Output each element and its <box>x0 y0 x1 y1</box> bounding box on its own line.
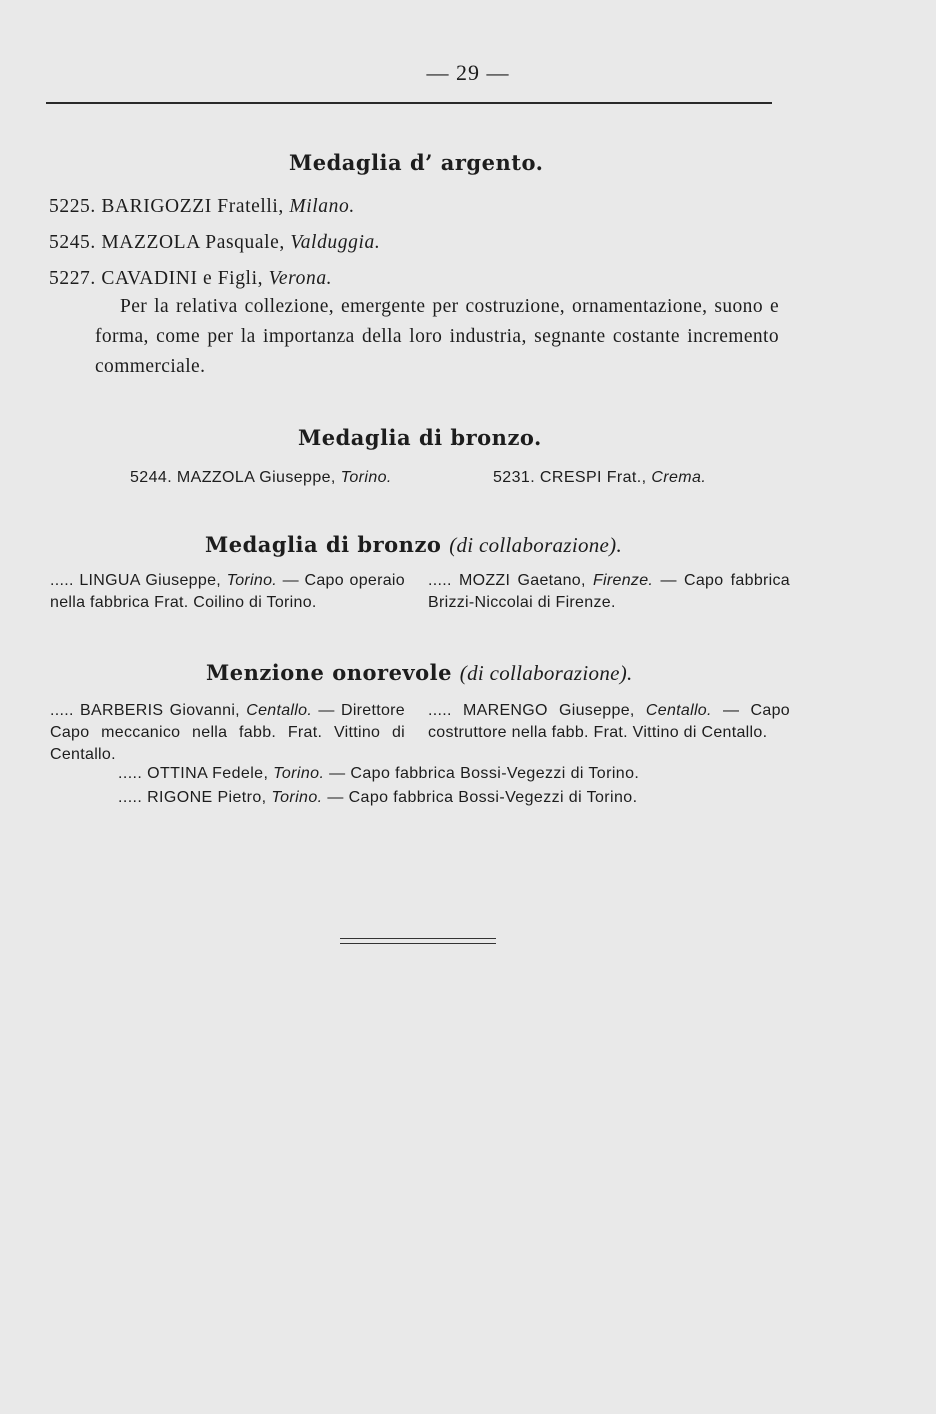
entry-place: Torino. <box>273 765 325 782</box>
entry-description: — Capo fabbrica Brizzi-Niccolai di Firenze. <box>428 572 790 611</box>
entry-block <box>50 570 405 614</box>
heading-bold: Medaglia di bronzo <box>205 532 442 557</box>
entry-line <box>130 469 392 487</box>
entry-prefix: ..... <box>428 572 452 589</box>
entry-name: MAZZOLA Pasquale, <box>101 232 285 253</box>
entry-block <box>428 570 790 614</box>
entry-number: 5225. <box>49 196 96 217</box>
entry-name: MARENGO Giuseppe, <box>462 702 635 719</box>
entry-name: CRESPI Frat., <box>539 469 647 486</box>
entry-prefix: ..... <box>118 765 143 782</box>
entry-line <box>493 469 706 487</box>
entry-block <box>428 700 790 744</box>
entry-description: — Direttore Capo meccanico nella fabb. Frat. Vittino di Centallo. <box>50 702 406 763</box>
entry-name: OTTINA Fedele, <box>147 765 269 782</box>
section-heading-menzione <box>206 660 633 686</box>
entry-prefix: ..... <box>50 572 74 589</box>
entry-place: Centallo. <box>246 702 313 719</box>
entry-place: Verona. <box>268 268 333 289</box>
section-heading-bronzo-collaborazione <box>205 532 622 558</box>
section-heading-argento: Medaglia d’ argento. <box>289 150 544 175</box>
entry-prefix: ..... <box>50 702 74 719</box>
heading-bold: Menzione onorevole <box>206 660 452 685</box>
entry-number: 5227. <box>49 268 96 289</box>
entry-description: — Capo fabbrica Bossi-Vegezzi di Torino. <box>327 789 638 806</box>
closing-double-rule <box>340 938 496 944</box>
section-heading-bronzo: Medaglia di bronzo. <box>298 425 542 450</box>
entry-place: Torino. <box>226 572 278 589</box>
entry-name: BARBERIS Giovanni, <box>80 702 240 719</box>
entry-place: Torino. <box>271 789 323 806</box>
entry-name: MOZZI Gaetano, <box>458 572 586 589</box>
entry-place: Torino. <box>340 469 392 486</box>
entry-line <box>49 196 355 218</box>
entry-line <box>118 789 637 807</box>
entry-name: RIGONE Pietro, <box>147 789 267 806</box>
entry-name: LINGUA Giuseppe, <box>79 572 222 589</box>
entry-line <box>49 232 380 254</box>
entry-place: Centallo. <box>645 702 712 719</box>
entry-place: Milano. <box>289 196 355 217</box>
entry-number: 5245. <box>49 232 96 253</box>
entry-description: — Capo costruttore nella fabb. Frat. Vittino di Centallo. <box>428 702 790 741</box>
entry-name: MAZZOLA Giuseppe, <box>176 469 336 486</box>
entry-place: Crema. <box>651 469 707 486</box>
header-rule <box>46 102 772 104</box>
entry-prefix: ..... <box>428 702 452 719</box>
entry-description: — Capo operaio nella fabbrica Frat. Coilino di Torino. <box>50 572 405 611</box>
motivation-paragraph: Per la relativa collezione, emergente per costruzione, ornamentazione, suono e forma, come per la importanza della loro industria, segnante costante incremento commerciale. <box>95 296 779 377</box>
entry-prefix: ..... <box>118 789 143 806</box>
entry-description: — Capo fabbrica Bossi-Vegezzi di Torino. <box>329 765 640 782</box>
entry-place: Firenze. <box>592 572 654 589</box>
entry-line <box>49 268 332 290</box>
entry-name: BARIGOZZI Fratelli, <box>101 196 284 217</box>
entry-name: CAVADINI e Figli, <box>101 268 264 289</box>
entry-number: 5244. <box>130 469 173 486</box>
heading-italic: (di collaborazione). <box>459 661 633 685</box>
heading-italic: (di collaborazione). <box>449 533 623 557</box>
entry-block <box>50 700 405 766</box>
entry-number: 5231. <box>493 469 536 486</box>
entry-place: Valduggia. <box>290 232 381 253</box>
page-number: — 29 — <box>426 60 510 85</box>
entry-line <box>118 765 639 783</box>
